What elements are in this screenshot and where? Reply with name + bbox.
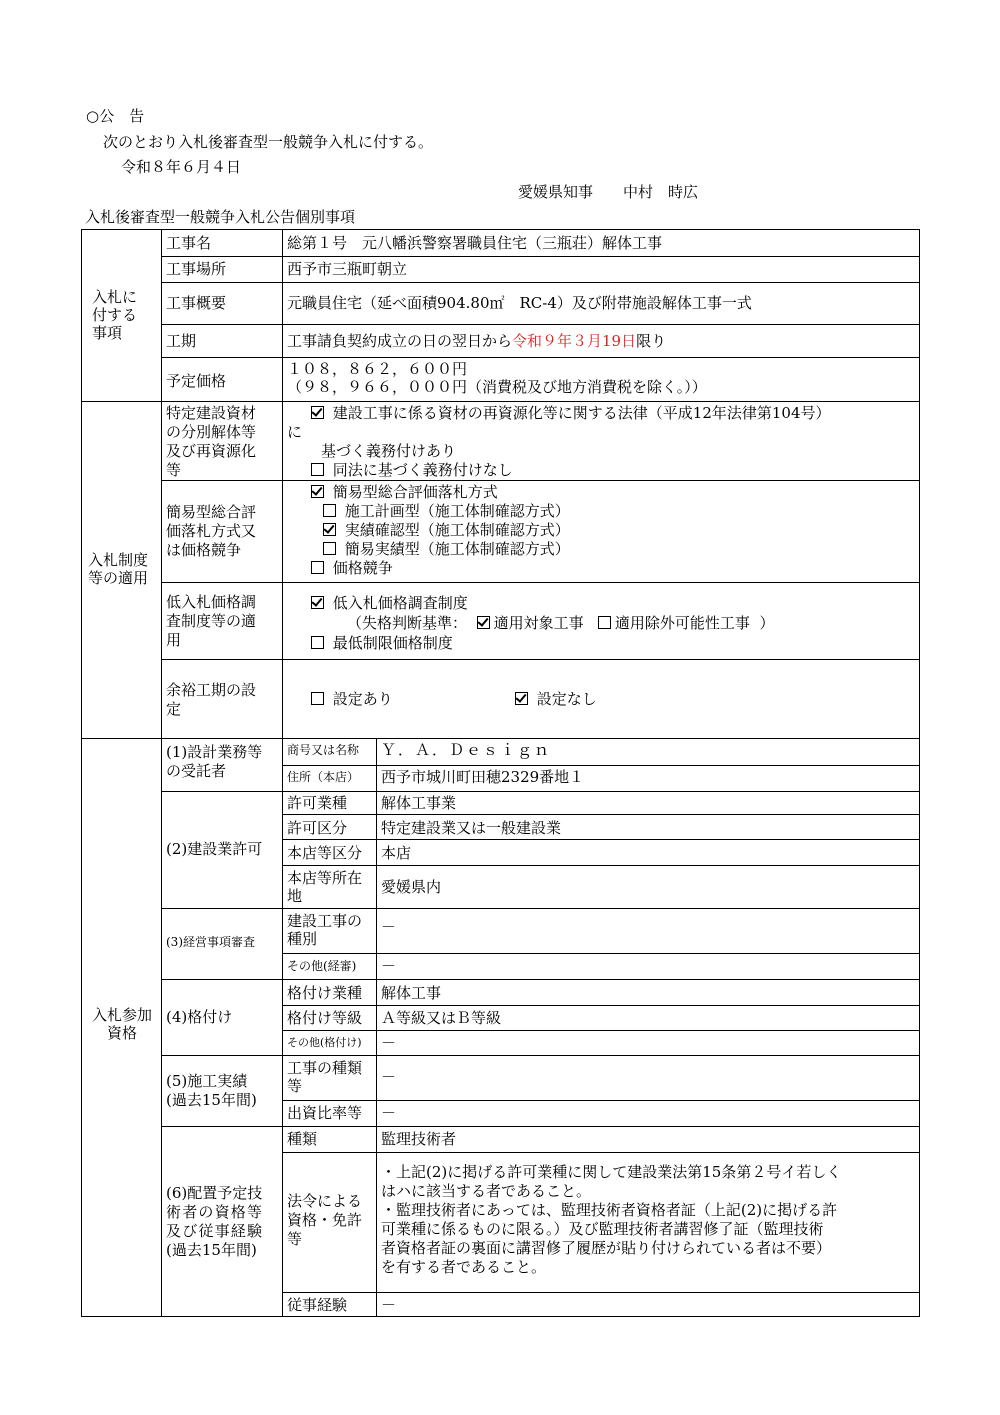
- value-office-category: 本店: [381, 844, 412, 862]
- label-construction-license: (2)建設業許可: [166, 840, 263, 858]
- label-low-bid: 低入札価格調 査制度等の適 用: [166, 593, 257, 649]
- value-rating-type: 解体工事: [381, 984, 442, 1002]
- value-legal-qualification: ・上記(2)に掲げる許可業種に関して建設業法第15条第２号イ若しく はハに該当する者であること。 ・監理技術者にあっては、監理技術者資格者証（上記(2)に掲げる許 可業種に係るものに限る。）及び監理技術者講習修了証（監理技術 者資格者証の裏面に講習修了履歴が貼り付けられている者は不要） を有する者であること。: [381, 1163, 842, 1276]
- label-margin-period: 余裕工期の設 定: [166, 681, 257, 718]
- price-excl-tax: （９８，９６６，０００円（消費税及び地方消費税を除く。））: [287, 378, 707, 396]
- label-rating-other: その他(格付け): [287, 1036, 362, 1049]
- checkbox-icon[interactable]: [311, 463, 324, 476]
- label-rating-grade: 格付け等級: [287, 1009, 363, 1027]
- label-engineer-qualification: (6)配置予定技 術者の資格等 及び従事経験 (過去15年間): [166, 1184, 264, 1259]
- label-record-type: 工事の種類 等: [287, 1059, 363, 1095]
- value-engineer-type: 監理技術者: [381, 1130, 457, 1148]
- value-review-other: －: [381, 957, 397, 975]
- checkbox-icon[interactable]: [323, 504, 336, 517]
- evaluation-sub-option[interactable]: 施工計画型（施工体制確認方式）: [287, 502, 570, 521]
- price-competition-option[interactable]: 価格競争: [287, 559, 570, 578]
- value-rating-other: －: [381, 1034, 397, 1052]
- section3-heading: 入札参加 資格: [91, 1006, 152, 1042]
- label-license-category: 許可区分: [287, 819, 348, 837]
- checkbox-checked-icon[interactable]: [311, 485, 324, 498]
- checkbox-checked-icon[interactable]: [323, 523, 336, 536]
- checkbox-checked-icon[interactable]: [477, 616, 490, 629]
- notice-date: 令和８年６月４日: [121, 158, 242, 176]
- section1-heading: 入札に 付する 事項: [92, 288, 138, 342]
- deadline-date: 令和９年３月19日: [512, 332, 637, 350]
- label-project-location: 工事場所: [166, 260, 227, 278]
- table-title: 入札後審査型一般競争入札公告個別事項: [85, 208, 356, 226]
- notice-heading: ○公 告: [86, 107, 145, 125]
- label-investment-ratio: 出資比率等: [287, 1104, 363, 1122]
- price-incl-tax: １０８，８６２，６００円: [287, 360, 468, 378]
- value-project-name: 総第１号 元八幡浜警察署職員住宅（三瓶荘）解体工事: [287, 234, 663, 252]
- value-planned-price: [287, 360, 707, 396]
- label-office-location: 本店等所在 地: [287, 869, 363, 905]
- recycling-options: 建設工事に係る資材の再資源化等に関する法律（平成12年法律第104号） に 基づく義務付けあり 同法に基づく義務付けなし: [287, 404, 831, 479]
- checkbox-icon[interactable]: [311, 561, 324, 574]
- value-project-period: 工事請負契約成立の日の翌日から令和９年３月19日限り: [287, 332, 667, 350]
- label-management-review: (3)経営事項審査: [166, 935, 255, 949]
- label-project-name: 工事名: [166, 234, 212, 252]
- value-construction-type: －: [381, 918, 397, 936]
- value-project-summary: 元職員住宅（延べ面積904.80㎡ RC-4）及び附帯施設解体工事一式: [287, 294, 752, 312]
- label-license-type: 許可業種: [287, 794, 348, 812]
- value-license-type: 解体工事業: [381, 794, 457, 812]
- issuer: 愛媛県知事 中村 時広: [518, 183, 699, 201]
- label-work-experience: 従事経験: [287, 1296, 348, 1314]
- disqualification-criteria: （失格判断基準： 適用対象工事 適用除外可能性工事 ）: [347, 614, 775, 632]
- value-project-location: 西予市三瓶町朝立: [287, 260, 408, 278]
- label-rating-type: 格付け業種: [287, 984, 363, 1002]
- checkbox-icon[interactable]: [311, 636, 324, 649]
- intro-text: 次のとおり入札後審査型一般競争入札に付する。: [103, 133, 434, 151]
- checkbox-checked-icon[interactable]: [311, 596, 324, 609]
- value-license-category: 特定建設業又は一般建設業: [381, 819, 562, 837]
- value-record-type: －: [381, 1068, 397, 1086]
- recycling-not-required-option[interactable]: 同法に基づく義務付けなし: [287, 461, 831, 480]
- label-engineer-type: 種類: [287, 1130, 318, 1148]
- label-construction-type: 建設工事の 種別: [287, 912, 363, 948]
- checkbox-icon[interactable]: [311, 692, 324, 705]
- label-planned-price: 予定価格: [166, 372, 227, 390]
- value-rating-grade: Ａ等級又はＢ等級: [381, 1009, 502, 1027]
- minimum-price-option[interactable]: 最低制限価格制度: [287, 633, 774, 653]
- recycling-required-option[interactable]: 建設工事に係る資材の再資源化等に関する法律（平成12年法律第104号）: [287, 404, 831, 423]
- margin-option-yes[interactable]: 設定あり: [311, 690, 393, 708]
- label-construction-record: (5)施工実績 (過去15年間): [166, 1072, 257, 1109]
- label-office-category: 本店等区分: [287, 844, 363, 862]
- value-office-location: 愛媛県内: [381, 878, 442, 896]
- checkbox-icon[interactable]: [323, 542, 336, 555]
- label-company-name: 商号又は名称: [287, 743, 360, 757]
- value-company-name: Ｙ．Ａ．Ｄｅｓｉｇｎ: [381, 741, 552, 759]
- checkbox-checked-icon[interactable]: [515, 692, 528, 705]
- value-head-office-address: 西予市城川町田穂2329番地１: [381, 768, 585, 786]
- low-bid-survey-option[interactable]: 低入札価格調査制度: [287, 593, 774, 613]
- evaluation-options: [287, 483, 570, 578]
- label-legal-qualification: 法令による 資格・免許 等: [287, 1192, 363, 1248]
- label-project-summary: 工事概要: [166, 294, 227, 312]
- label-rating: (4)格付け: [166, 1008, 233, 1026]
- label-evaluation: 簡易型総合評 価落札方式又 は価格競争: [166, 503, 257, 559]
- margin-option-no[interactable]: 設定なし: [515, 690, 597, 708]
- evaluation-main-option[interactable]: 簡易型総合評価落札方式: [287, 483, 570, 502]
- section2-heading: 入札制度 等の適用: [88, 551, 149, 587]
- checkbox-icon[interactable]: [598, 616, 611, 629]
- label-design-contractor: (1)設計業務等 の受託者: [166, 743, 263, 780]
- label-head-office-address: 住所（本店）: [287, 770, 360, 784]
- value-work-experience: －: [381, 1296, 397, 1314]
- label-review-other: その他(経審): [287, 959, 357, 973]
- low-bid-options: [287, 593, 774, 653]
- checkbox-checked-icon[interactable]: [311, 406, 324, 419]
- label-project-period: 工期: [166, 332, 197, 350]
- value-investment-ratio: －: [381, 1104, 397, 1122]
- evaluation-sub-option[interactable]: 簡易実績型（施工体制確認方式）: [287, 540, 570, 559]
- label-recycling: 特定建設資材 の分別解体等 及び再資源化 等: [166, 404, 257, 479]
- evaluation-sub-option[interactable]: 実績確認型（施工体制確認方式）: [287, 521, 570, 540]
